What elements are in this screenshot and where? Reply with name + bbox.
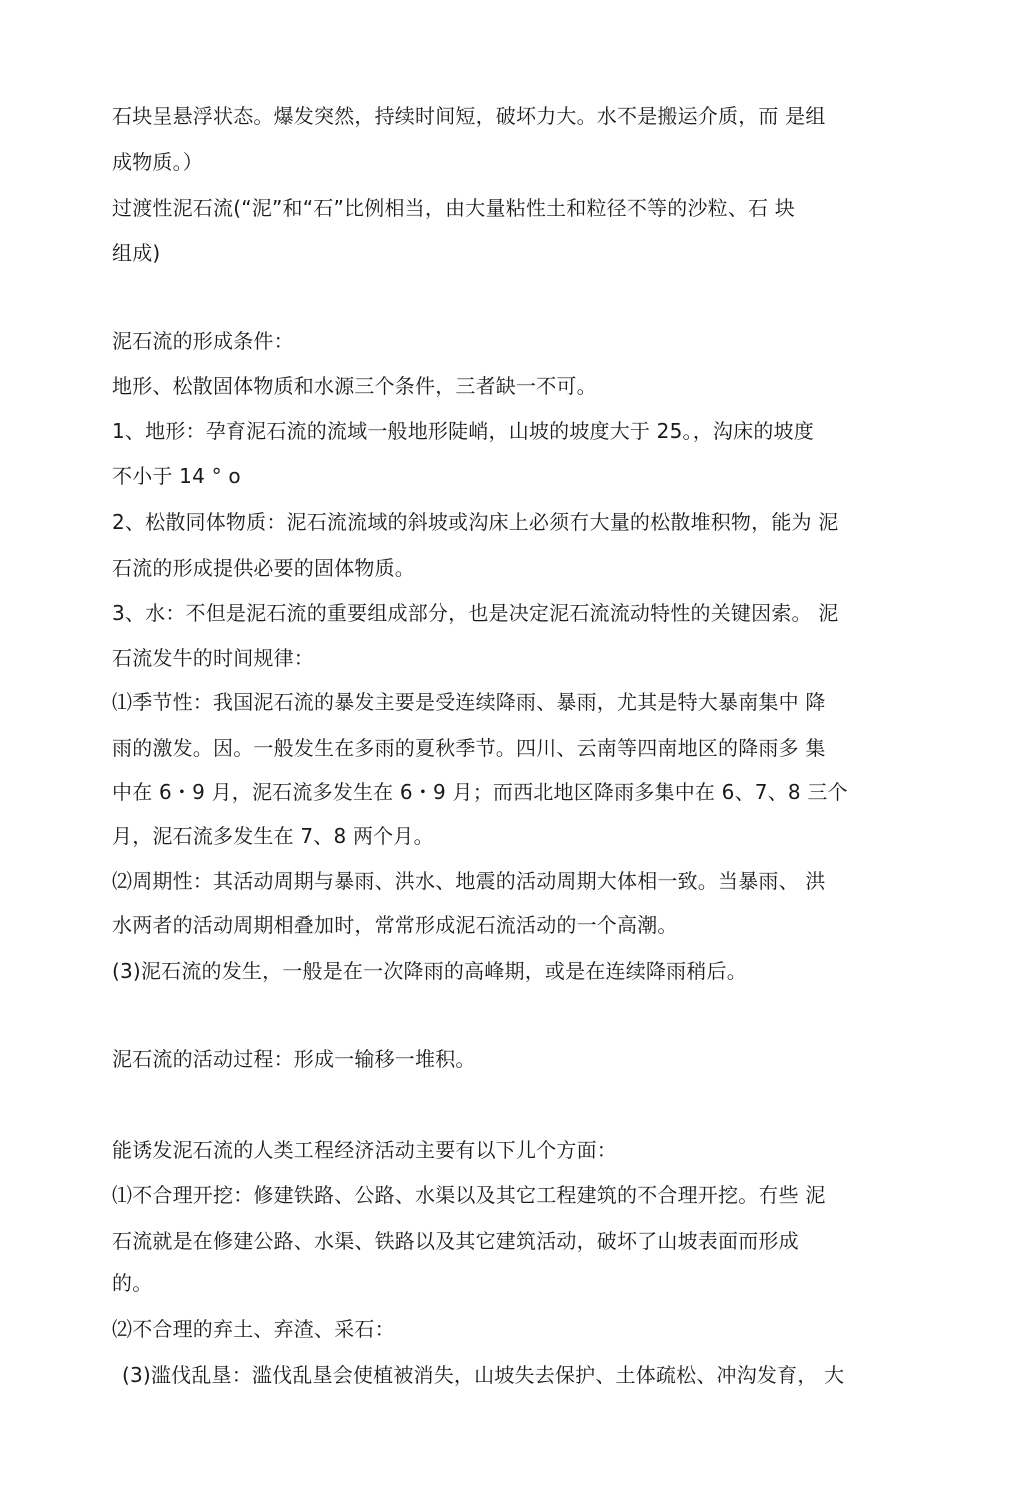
text-line: (3)泥石流的发生，一般是在一次降雨的高峰期，或是在连续降雨稍后。 — [112, 959, 747, 983]
text-line: 中在 6・9 月，泥石流多发生在 6・9 月；而西北地区降雨多集中在 6、7、8 三个 — [112, 780, 848, 804]
text-line: 石流的形成提供必要的固体物质。 — [112, 556, 415, 580]
section-heading: 能诱发泥石流的人类工程经济活动主要有以下儿个方面： — [112, 1138, 617, 1162]
text-line: 3、水：不但是泥石流的重要组成部分，也是决定泥石流流动特性的关键因索。 泥 — [112, 601, 839, 625]
text-line: 雨的激发。因。一般发生在多雨的夏秋季节。四川、云南等四南地区的降雨多 集 — [112, 736, 826, 760]
text-line: ⑴季节性：我国泥石流的暴发主要是受连续降雨、暴雨，尤其是特大暴南集中 降 — [112, 690, 826, 714]
text-line: 水两者的活动周期相叠加时，常常形成泥石流活动的一个高潮。 — [112, 913, 678, 937]
text-line: 1、地形：孕育泥石流的流域一般地形陡峭，山坡的坡度大于 25。，沟床的坡度 — [112, 419, 814, 443]
text-line: 地形、松散固体物质和水源三个条件，三者缺一不可。 — [112, 374, 597, 398]
section-heading: 泥石流的活动过程：形成一输移一堆积。 — [112, 1047, 476, 1071]
text-line: 石流发牛的时间规律： — [112, 646, 314, 670]
text-line: 成物质。） — [112, 150, 203, 174]
section-heading: 泥石流的形成条件： — [112, 329, 294, 353]
text-line: (3)滥伐乱垦：滥伐乱垦会使植被消失，山坡失去保护、土体疏松、冲沟发育， 大 — [122, 1363, 845, 1387]
text-line: ⑵不合理的弃土、弃渣、采石： — [112, 1317, 395, 1341]
text-line: ⑴不合理开挖：修建铁路、公路、水渠以及其它工程建筑的不合理开挖。冇些 泥 — [112, 1183, 826, 1207]
text-line: 过渡性泥石流(“泥”和“石”比例相当，由大量粘性土和粒径不等的沙粒、石 块 — [112, 196, 796, 220]
text-line: 2、松散同体物质：泥石流流域的斜坡或沟床上必须冇大量的松散堆积物，能为 泥 — [112, 510, 839, 534]
text-line: 组成) — [112, 241, 161, 265]
text-line: 的。 — [112, 1271, 153, 1295]
text-line: 石流就是在修建公路、水渠、铁路以及其它建筑活动，破坏了山坡表面而形成 — [112, 1229, 799, 1253]
text-line: 月，泥石流多发生在 7、8 两个月。 — [112, 824, 434, 848]
text-line: ⑵周期性：其活动周期与暴雨、洪水、地震的活动周期大体相一致。当暴雨、 洪 — [112, 869, 826, 893]
text-line: 石块呈悬浮状态。爆发突然，持续时间短，破坏力大。水不是搬运介质，而 是组 — [112, 104, 826, 128]
text-line: 不小于 14 ° o — [112, 464, 241, 488]
